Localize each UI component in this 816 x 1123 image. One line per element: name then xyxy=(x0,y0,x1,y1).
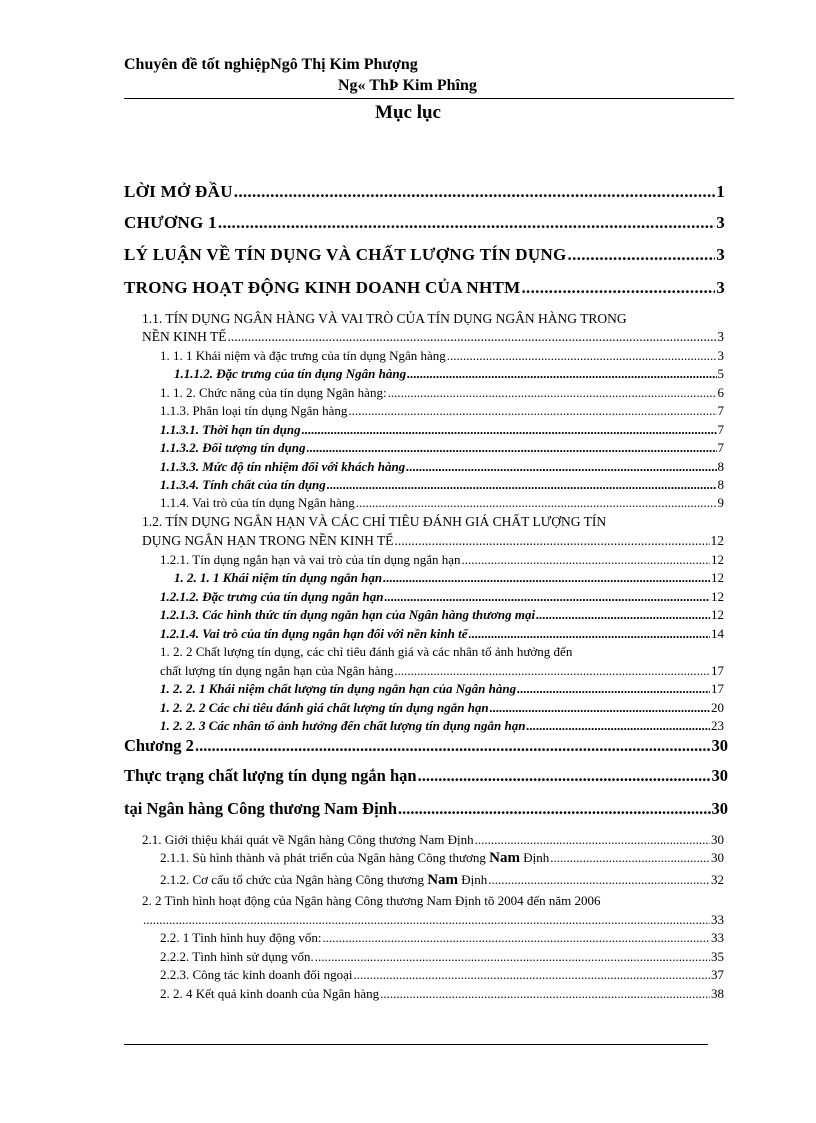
toc-entry-page: 8 xyxy=(717,477,724,492)
toc-entry[interactable] xyxy=(174,570,724,586)
toc-entry[interactable] xyxy=(160,872,724,889)
toc-entry[interactable] xyxy=(160,495,724,511)
toc-entry-page: 37 xyxy=(711,967,724,982)
toc-entry-text: 1. 2. 2. 1 Khái niệm chất lượng tín dụng ngắn hạn của Ngân hàng xyxy=(160,681,517,696)
toc-entry-text: 1. 2. 1. 1 Khái niệm tín dụng ngắn hạn xyxy=(174,570,383,585)
toc-entry[interactable] xyxy=(160,385,724,401)
header-line1: Chuyên đề tốt nghiệpNgô Thị Kim Phượng xyxy=(124,56,418,73)
toc-entry-page: 6 xyxy=(717,385,724,400)
toc-entry-page: 38 xyxy=(711,986,724,1001)
toc-entry-text: 2.1.2. Cơ cấu tổ chức của Ngân hàng Công thương Nam Định xyxy=(160,872,488,888)
toc-entry-page: 1 xyxy=(716,182,725,201)
toc-entry-text: Chương 2 xyxy=(124,736,194,755)
toc-entry[interactable] xyxy=(160,700,724,716)
toc-entry-page: 30 xyxy=(711,850,724,865)
toc-entry-text: 2.2.2. Tình hình sử dụng vốn. xyxy=(160,949,314,964)
toc-entry[interactable] xyxy=(124,736,728,756)
toc-entry[interactable] xyxy=(142,912,724,928)
toc-entry-page: 3 xyxy=(716,213,725,232)
toc-entry-text: chất lượng tín dụng ngắn hạn của Ngân hàng xyxy=(160,663,394,678)
toc-entry[interactable] xyxy=(142,329,724,345)
toc-entry[interactable] xyxy=(160,348,724,364)
toc-entry-text: 2.1.1. Sù hình thành và phát triển của Ngân hàng Công thương Nam Định xyxy=(160,850,550,866)
toc-entry-text: NỀN KINH TẾ xyxy=(142,329,227,344)
toc-entry-line: 1.1. TÍN DỤNG NGÂN HÀNG VÀ VAI TRÒ CỦA TÍN DỤNG NGÂN HÀNG TRONG xyxy=(142,311,627,326)
toc-entry-text: 1.1.3.1. Thời hạn tín dụng xyxy=(160,422,301,437)
toc-entry-line: 1. 2. 2 Chất lượng tín dụng, các chỉ tiêu đánh giá và các nhân tố ảnh hưởng đến xyxy=(160,644,573,659)
toc-entry-text: 2.2.3. Công tác kinh doanh đối ngoại xyxy=(160,967,353,982)
footer-divider xyxy=(124,1044,708,1045)
toc-entry-text: 1.2.1. Tín dụng ngắn hạn và vai trò của tín dụng ngắn hạn xyxy=(160,552,461,567)
toc-entry-page: 33 xyxy=(711,930,724,945)
toc-entry-text: 1.1.3.2. Đối tượng tín dụng xyxy=(160,440,306,455)
toc-entry-page: 12 xyxy=(710,533,724,548)
toc-entry[interactable] xyxy=(160,422,724,438)
toc-entry-page: 5 xyxy=(717,366,724,381)
toc-entry-text: 2.1. Giới thiệu khái quát về Ngân hàng Công thương Nam Định xyxy=(142,832,474,847)
toc-entry-text: CHƯƠNG 1 xyxy=(124,213,217,232)
toc-entry-text: 2. 2. 4 Kết quả kinh doanh của Ngân hàng xyxy=(160,986,380,1001)
toc-entry-page: 35 xyxy=(711,949,724,964)
toc-entry[interactable] xyxy=(124,799,728,819)
toc-entry-page: 7 xyxy=(717,403,724,418)
toc-entry[interactable] xyxy=(174,366,724,382)
toc-entry-text: 1. 2. 2. 3 Các nhân tố ảnh hưởng đến chất lượng tín dụng ngắn hạn xyxy=(160,718,526,733)
toc-entry[interactable] xyxy=(160,459,724,475)
toc-entry-page: 3 xyxy=(716,278,725,297)
toc-entry[interactable] xyxy=(124,766,728,786)
toc-entry-page: 12 xyxy=(711,589,724,604)
toc-entry[interactable] xyxy=(160,967,724,983)
toc-entry[interactable] xyxy=(124,182,725,202)
toc-entry-text: tại Ngân hàng Công thương Nam Định xyxy=(124,799,398,818)
toc-entry-text: 1. 1. 2. Chức năng của tín dụng Ngân hàng: xyxy=(160,385,387,400)
toc-entry-page: 14 xyxy=(711,626,724,641)
toc-entry-page: 17 xyxy=(711,663,724,678)
toc-entry-text: LỜI MỞ ĐẦU xyxy=(124,182,233,201)
toc-entry-page: 12 xyxy=(711,607,724,622)
toc-entry-page: 30 xyxy=(711,832,724,847)
toc-entry[interactable] xyxy=(160,949,724,965)
toc-entry[interactable] xyxy=(124,245,725,265)
toc-entry-page: 3 xyxy=(716,245,725,264)
header-line2: Ng« ThÞ Kim Phîng xyxy=(338,77,477,94)
toc-entry-page: 23 xyxy=(711,718,724,733)
toc-entry-text: 1.1.3.3. Mức độ tín nhiệm đối với khách hàng xyxy=(160,459,406,474)
toc-entry[interactable] xyxy=(160,440,724,456)
toc-entry-text: 1.1.3.4. Tính chất của tín dụng xyxy=(160,477,326,492)
toc-entry-text: Thực trạng chất lượng tín dụng ngắn hạn xyxy=(124,766,417,785)
toc-entry-page: 7 xyxy=(717,440,724,455)
toc-entry-page: 30 xyxy=(711,766,728,785)
toc-entry-page: 30 xyxy=(711,736,728,755)
toc-entry-page: 12 xyxy=(711,570,724,585)
toc-entry-text: 1. 1. 1 Khái niệm và đặc trưng của tín dụng Ngân hàng xyxy=(160,348,446,363)
toc-entry[interactable] xyxy=(160,663,724,679)
toc-entry[interactable] xyxy=(160,477,724,493)
toc-entry[interactable] xyxy=(124,278,725,298)
toc-entry-page: 3 xyxy=(717,329,724,344)
toc-entry-line: 1.2. TÍN DỤNG NGẮN HẠN VÀ CÁC CHỈ TIÊU ĐÁNH GIÁ CHẤT LƯỢNG TÍN xyxy=(142,514,607,529)
toc-entry-page: 12 xyxy=(711,552,724,567)
toc-entry[interactable] xyxy=(160,718,724,734)
toc-entry-text: 1.1.3. Phân loại tín dụng Ngân hàng xyxy=(160,403,348,418)
toc-entry-text: LÝ LUẬN VỀ TÍN DỤNG VÀ CHẤT LƯỢNG TÍN DỤNG xyxy=(124,245,567,264)
toc-entry[interactable] xyxy=(142,533,724,549)
toc-entry-page: 8 xyxy=(717,459,724,474)
toc-entry[interactable] xyxy=(142,832,724,848)
toc-entry-page: 20 xyxy=(711,700,724,715)
toc-entry[interactable] xyxy=(160,930,724,946)
toc-entry-text: 1.2.1.2. Đặc trưng của tín dụng ngắn hạn xyxy=(160,589,384,604)
toc-entry[interactable] xyxy=(160,986,724,1002)
toc-entry-page: 17 xyxy=(711,681,724,696)
toc-entry-page: 9 xyxy=(717,495,724,510)
toc-entry[interactable] xyxy=(160,850,724,867)
toc-entry-text: 1.2.1.4. Vai trò của tín dụng ngắn hạn đối với nền kinh tế xyxy=(160,626,468,641)
toc-entry[interactable] xyxy=(160,403,724,419)
toc-entry[interactable] xyxy=(160,552,724,568)
toc-title: Mục lục xyxy=(375,102,441,123)
toc-entry-text: TRONG HOẠT ĐỘNG KINH DOANH CỦA NHTM xyxy=(124,278,521,297)
toc-entry-page: 32 xyxy=(711,872,724,887)
toc-entry[interactable] xyxy=(160,607,724,623)
toc-entry-page: 3 xyxy=(717,348,724,363)
toc-entry-page: 33 xyxy=(711,912,724,927)
toc-entry-text: 1. 2. 2. 2 Các chỉ tiêu đánh giá chất lượng tín dụng ngắn hạn xyxy=(160,700,489,715)
toc-entry-text: 1.1.4. Vai trò của tín dụng Ngân hàng xyxy=(160,495,355,510)
toc-entry-text: 2.2. 1 Tình hình huy động vốn: xyxy=(160,930,322,945)
toc-entry-text: 1.1.1.2. Đặc trưng của tín dụng Ngân hàng xyxy=(174,366,407,381)
toc-entry[interactable] xyxy=(160,626,724,642)
toc-entry-page: 7 xyxy=(717,422,724,437)
toc-entry-text: 1.2.1.3. Các hình thức tín dụng ngắn hạn của Ngân hàng thương mại xyxy=(160,607,536,622)
toc-entry[interactable] xyxy=(160,589,724,605)
toc-entry-text: DỤNG NGẮN HẠN TRONG NỀN KINH TẾ xyxy=(142,533,394,548)
toc-entry[interactable] xyxy=(160,681,724,697)
toc-entry[interactable] xyxy=(124,213,725,233)
toc-entry-page: 30 xyxy=(711,799,728,818)
toc-entry-line: 2. 2 Tình hình hoạt động của Ngân hàng Công thương Nam Định tõ 2004 đến năm 2006 xyxy=(142,893,601,908)
